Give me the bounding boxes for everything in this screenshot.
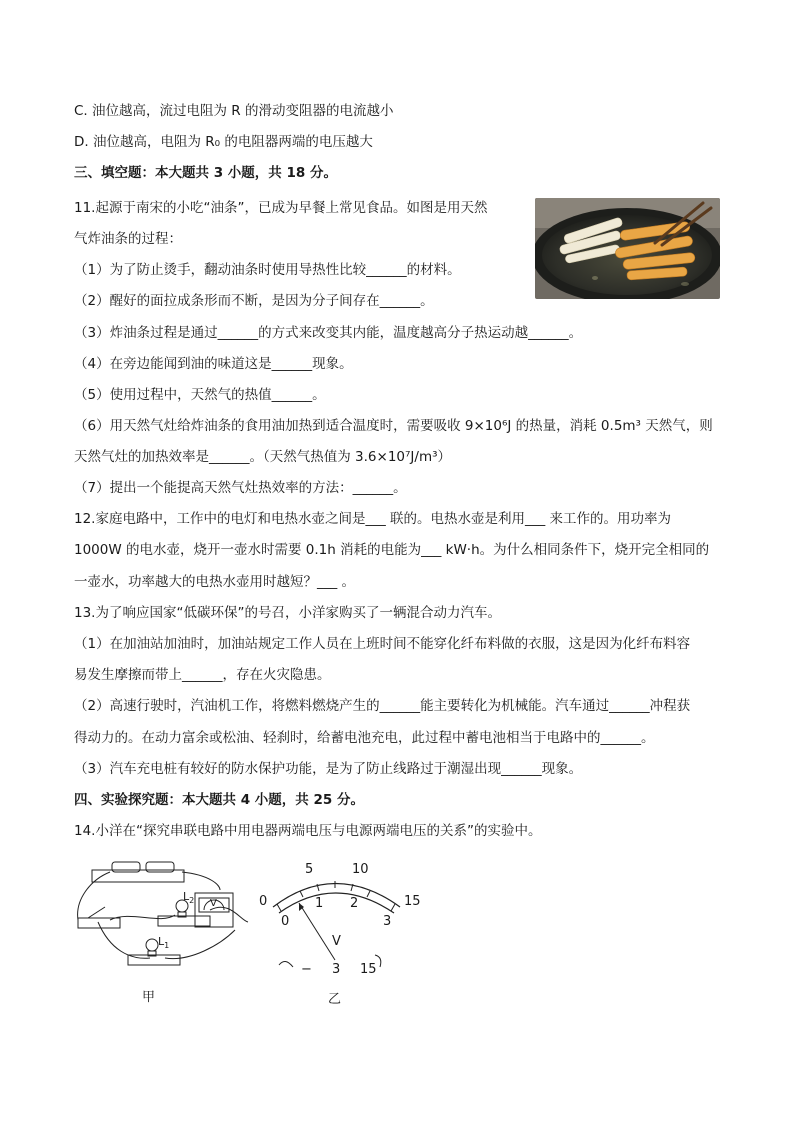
q11-part6-line1: （6）用天然气灶给炸油条的食用油加热到适合温度时，需要吸收 9×10⁶J 的热量，消耗 0.5m³ 天然气，则 xyxy=(74,418,713,434)
q13-stem: 13.为了响应国家“低碳环保”的号召，小洋家购买了一辆混合动力汽车。 xyxy=(74,605,501,621)
scale-top-10: 10 xyxy=(352,862,369,877)
q13-part1-line2: 易发生摩擦而带上______，存在火灾隐患。 xyxy=(74,667,331,683)
terminal-3: 3 xyxy=(332,962,341,977)
q12-line2: 1000W 的电水壶，烧开一壶水时需要 0.1h 消耗的电能为___ kW·h。为什么相同条件下，烧开完全相同的 xyxy=(74,542,710,558)
q13-part2-line2: 得动力的。在动力富余或松油、轻刹时，给蓄电池充电，此过程中蓄电池相当于电路中的______。 xyxy=(74,730,655,746)
figure-label-yi: 乙 xyxy=(328,992,342,1007)
section4-header: 四、实验探究题：本大题共 4 小题，共 25 分。 xyxy=(74,792,364,808)
scale-bottom-3: 3 xyxy=(383,914,392,929)
option-d: D. 油位越高，电阻为 R₀ 的电阻器两端的电压越大 xyxy=(74,134,373,150)
q11-part3: （3）炸油条过程是通过______的方式来改变其内能，温度越高分子热运动越______。 xyxy=(74,325,583,341)
q13-part2-line1: （2）高速行驶时，汽油机工作，将燃料燃烧产生的______能主要转化为机械能。汽车通过______冲程获 xyxy=(74,698,691,714)
q13-part3: （3）汽车充电桩有较好的防水保护功能，是为了防止线路过于潮湿出现______现象。 xyxy=(74,761,583,777)
q11-part6-line2: 天然气灶的加热效率是______。（天然气热值为 3.6×10⁷J/m³） xyxy=(74,449,452,465)
scale-bottom-1: 1 xyxy=(315,896,324,911)
q11-part1: （1）为了防止烫手，翻动油条时使用导热性比较______的材料。 xyxy=(74,262,461,278)
scale-bottom-2: 2 xyxy=(350,896,359,911)
q14-stem: 14.小洋在“探究串联电路中用电器两端电压与电源两端电压的关系”的实验中。 xyxy=(74,823,542,839)
lamp1-label: $L_1$ xyxy=(158,935,170,951)
q11-stem-line1: 11.起源于南宋的小吃“油条”，已成为早餐上常见食品。如图是用天然 xyxy=(74,200,488,216)
q11-part7: （7）提出一个能提高天然气灶热效率的方法：______。 xyxy=(74,480,407,496)
dial-unit-v: V xyxy=(332,934,341,949)
q13-part1-line1: （1）在加油站加油时，加油站规定工作人员在上班时间不能穿化纤布料做的衣服，这是因为化纤布料容 xyxy=(74,636,691,652)
scale-top-5: 5 xyxy=(305,862,314,877)
lamp2-label: $L_2$ xyxy=(183,890,195,906)
q11-stem-line2: 气炸油条的过程： xyxy=(74,231,182,247)
q12-line3: 一壶水，功率越大的电热水壶用时越短？___ 。 xyxy=(74,574,356,590)
q11-part2: （2）醒好的面拉成条形而不断，是因为分子间存在______。 xyxy=(74,293,434,309)
option-c: C. 油位越高，流过电阻为 R 的滑动变阻器的电流越小 xyxy=(74,103,394,119)
q12-line1: 12.家庭电路中，工作中的电灯和电热水壶之间是___ 联的。电热水壶是利用___ 来工作的。用功率为 xyxy=(74,511,672,527)
voltmeter-symbol: V xyxy=(210,898,217,909)
figure-label-jia: 甲 xyxy=(142,990,156,1005)
q14-figure xyxy=(70,850,430,1010)
q11-part4: （4）在旁边能闻到油的味道这是______现象。 xyxy=(74,356,353,372)
q11-part5: （5）使用过程中，天然气的热值______。 xyxy=(74,387,326,403)
scale-top-0: 0 xyxy=(259,894,268,909)
terminal-15: 15 xyxy=(360,962,377,977)
section3-header: 三、填空题：本大题共 3 小题，共 18 分。 xyxy=(74,165,337,181)
scale-bottom-0: 0 xyxy=(281,914,290,929)
fried-dough-photo xyxy=(535,198,720,299)
scale-top-15: 15 xyxy=(404,894,421,909)
terminal-minus: − xyxy=(301,962,312,977)
